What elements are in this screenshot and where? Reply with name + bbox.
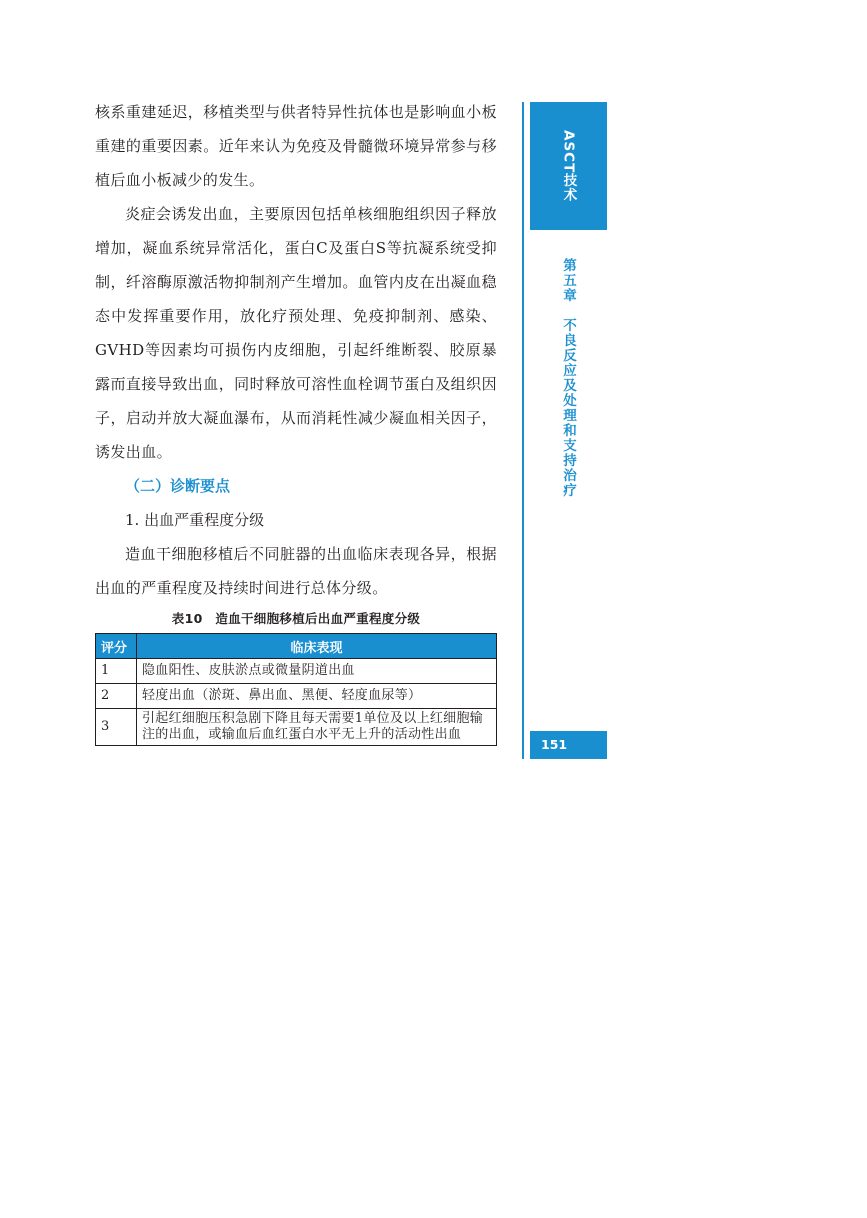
sidebar-tab — [530, 102, 607, 230]
subheading: 1. 出血严重程度分级 — [125, 511, 265, 529]
sidebar-tab-label: ASCT技术 — [560, 129, 577, 203]
paragraph: 炎症会诱发出血，主要原因包括单核细胞组织因子释放增加，凝血系统异常活化，蛋白C及蛋白S等抗凝系统受抑制，纤溶酶原激活物抑制剂产生增加。血管内皮在出凝血稳态中发挥重要作用，放化疗预处理、免疫抑制剂、感染、GVHD等因素均可损伤内皮细胞，引起纤维断裂、胶原暴露而直接导致出血，同时释放可溶性血栓调节蛋白及组织因子，启动并放大凝血瀑布，从而消耗性减少凝血相关因子，诱发出血。 — [95, 205, 497, 461]
table-row — [96, 659, 497, 684]
table-caption: 表10 造血干细胞移植后出血严重程度分级 — [171, 611, 421, 626]
table-row — [96, 684, 497, 709]
table-row — [96, 709, 497, 746]
score-cell: 1 — [96, 659, 137, 684]
chapter-title: 第五章 不良反应及处理和支持治疗 — [560, 258, 576, 498]
main-content — [95, 95, 497, 746]
sidebar-divider — [522, 102, 524, 759]
paragraph: 核系重建延迟，移植类型与供者特异性抗体也是影响血小板重建的重要因素。近年来认为免疫及骨髓微环境异常参与移植后血小板减少的发生。 — [95, 103, 497, 189]
paragraph: 造血干细胞移植后不同脏器的出血临床表现各异，根据出血的严重程度及持续时间进行总体分级。 — [95, 545, 497, 597]
severity-table — [95, 633, 497, 746]
score-cell: 3 — [96, 709, 137, 746]
page-number: 151 — [530, 731, 607, 759]
header-clinical: 临床表现 — [137, 634, 497, 659]
table-header-row — [96, 634, 497, 659]
clinical-cell: 轻度出血（淤斑、鼻出血、黑便、轻度血尿等） — [137, 684, 497, 709]
section-heading: （二）诊断要点 — [125, 477, 231, 495]
clinical-cell: 隐血阳性、皮肤淤点或微量阴道出血 — [137, 659, 497, 684]
score-cell: 2 — [96, 684, 137, 709]
header-score: 评分 — [96, 634, 137, 659]
clinical-cell: 引起红细胞压积急剧下降且每天需要1单位及以上红细胞输注的出血，或输血后血红蛋白水平无上升的活动性出血 — [137, 709, 497, 746]
